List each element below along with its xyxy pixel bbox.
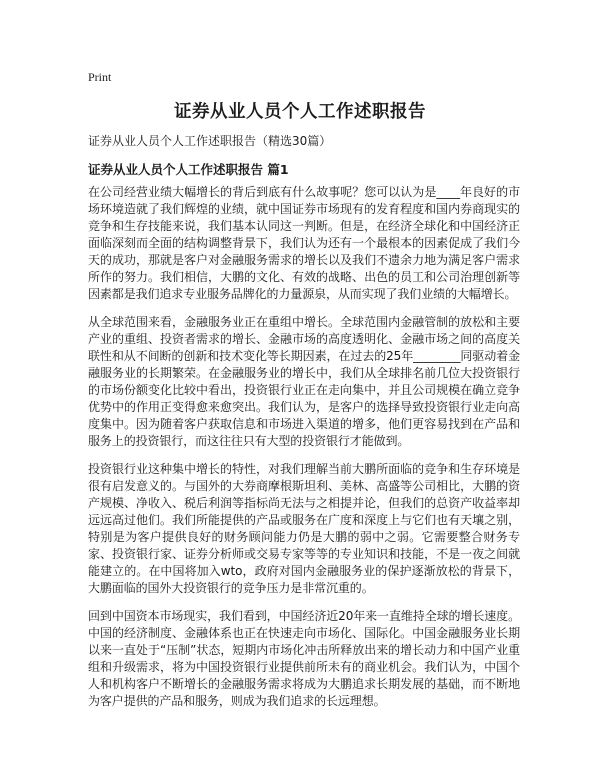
document-body xyxy=(88,184,520,721)
body-paragraph-1: 在公司经营业绩大幅增长的背后到底有什么故事呢？您可以认为是____年良好的市场环境造就了我们辉煌的业绩，就中国证券市场现有的发育程度和国内券商现实的竞争和生存技能来说，我们基本认同这一判断。但是，在经济全球化和中国经济正面临深刻而全面的结构调整背景下，我们认为还有一个最根本的因素促成了我们今天的成功，那就是客户对金融服务需求的增长以及我们不遗余力地为满足客户需求所作的努力。我们相信，大鹏的文化、有效的战略、出色的员工和公司治理创新等因素都是我们追求专业服务品牌化的力量源泉，从而实现了我们业绩的大幅增长。 xyxy=(88,185,520,301)
body-paragraph-4: 回到中国资本市场现实，我们看到，中国经济近20年来一直维持全球的增长速度。中国的经济制度、金融体系也正在快速走向市场化、国际化。中国金融服务业长期以来一直处于“压制”状态，短期内市场化冲击所释放出来的增长动力和中国产业重组和升级需求，将为中国投资银行业提供前所未有的商业机会。我们认为，中国个人和机构客户不断增长的金融服务需求将成为大鹏追求长期发展的基础，而不断地为客户提供的产品和服务，则成为我们追求的长远理想。 xyxy=(88,609,520,708)
document-title: 证券从业人员个人工作述职报告 xyxy=(174,102,426,122)
section-heading: 证券从业人员个人工作述职报告 篇1 xyxy=(88,162,289,177)
body-paragraph-2: 从全球范围来看，金融服务业正在重组中增长。全球范围内金融管制的放松和主要产业的重组、投资者需求的增长、金融市场的高度透明化、金融市场之间的高度关联性和从不间断的创新和技术变化等长期因素，在过去的25年________同驱动着金融服务业的长期繁荣。在金融服务业的增长中，我们从全球排名前几位大投资银行的市场份额变化比较中看出，投资银行业正在走向集中，并且公司规模在确立竞争优势中的作用正变得愈来愈突出。我们认为，是客户的选择导致投资银行业走向高度集中。因为随着客户获取信息和市场进入渠道的增多，他们更容易找到在产品和服务上的投资银行，而这往往只有大型的投资银行才能做到。 xyxy=(88,315,520,448)
print-link[interactable]: Print xyxy=(88,70,112,84)
document-subtitle: 证券从业人员个人工作述职报告（精选30篇） xyxy=(88,134,332,148)
body-paragraph-3: 投资银行业这种集中增长的特性，对我们理解当前大鹏所面临的竞争和生存环境是很有启发意义的。与国外的大券商摩根斯坦利、美林、高盛等公司相比，大鹏的资产规模、净收入、税后利润等指标尚无法与之相提并论，但我们的总资产收益率却远远高过他们。我们所能提供的产品或服务在广度和深度上与它们也有天壤之别，特别是为客户提供良好的财务顾问能力仍是大鹏的弱中之弱。它需要整合财务专家、投资银行家、证券分析师或交易专家等等的专业知识和技能，不是一夜之间就能建立的。在中国将加入wto，政府对国内金融服务业的保护逐渐放松的背景下，大鹏面临的国外大投资银行的竞争压力是非常沉重的。 xyxy=(88,462,520,595)
